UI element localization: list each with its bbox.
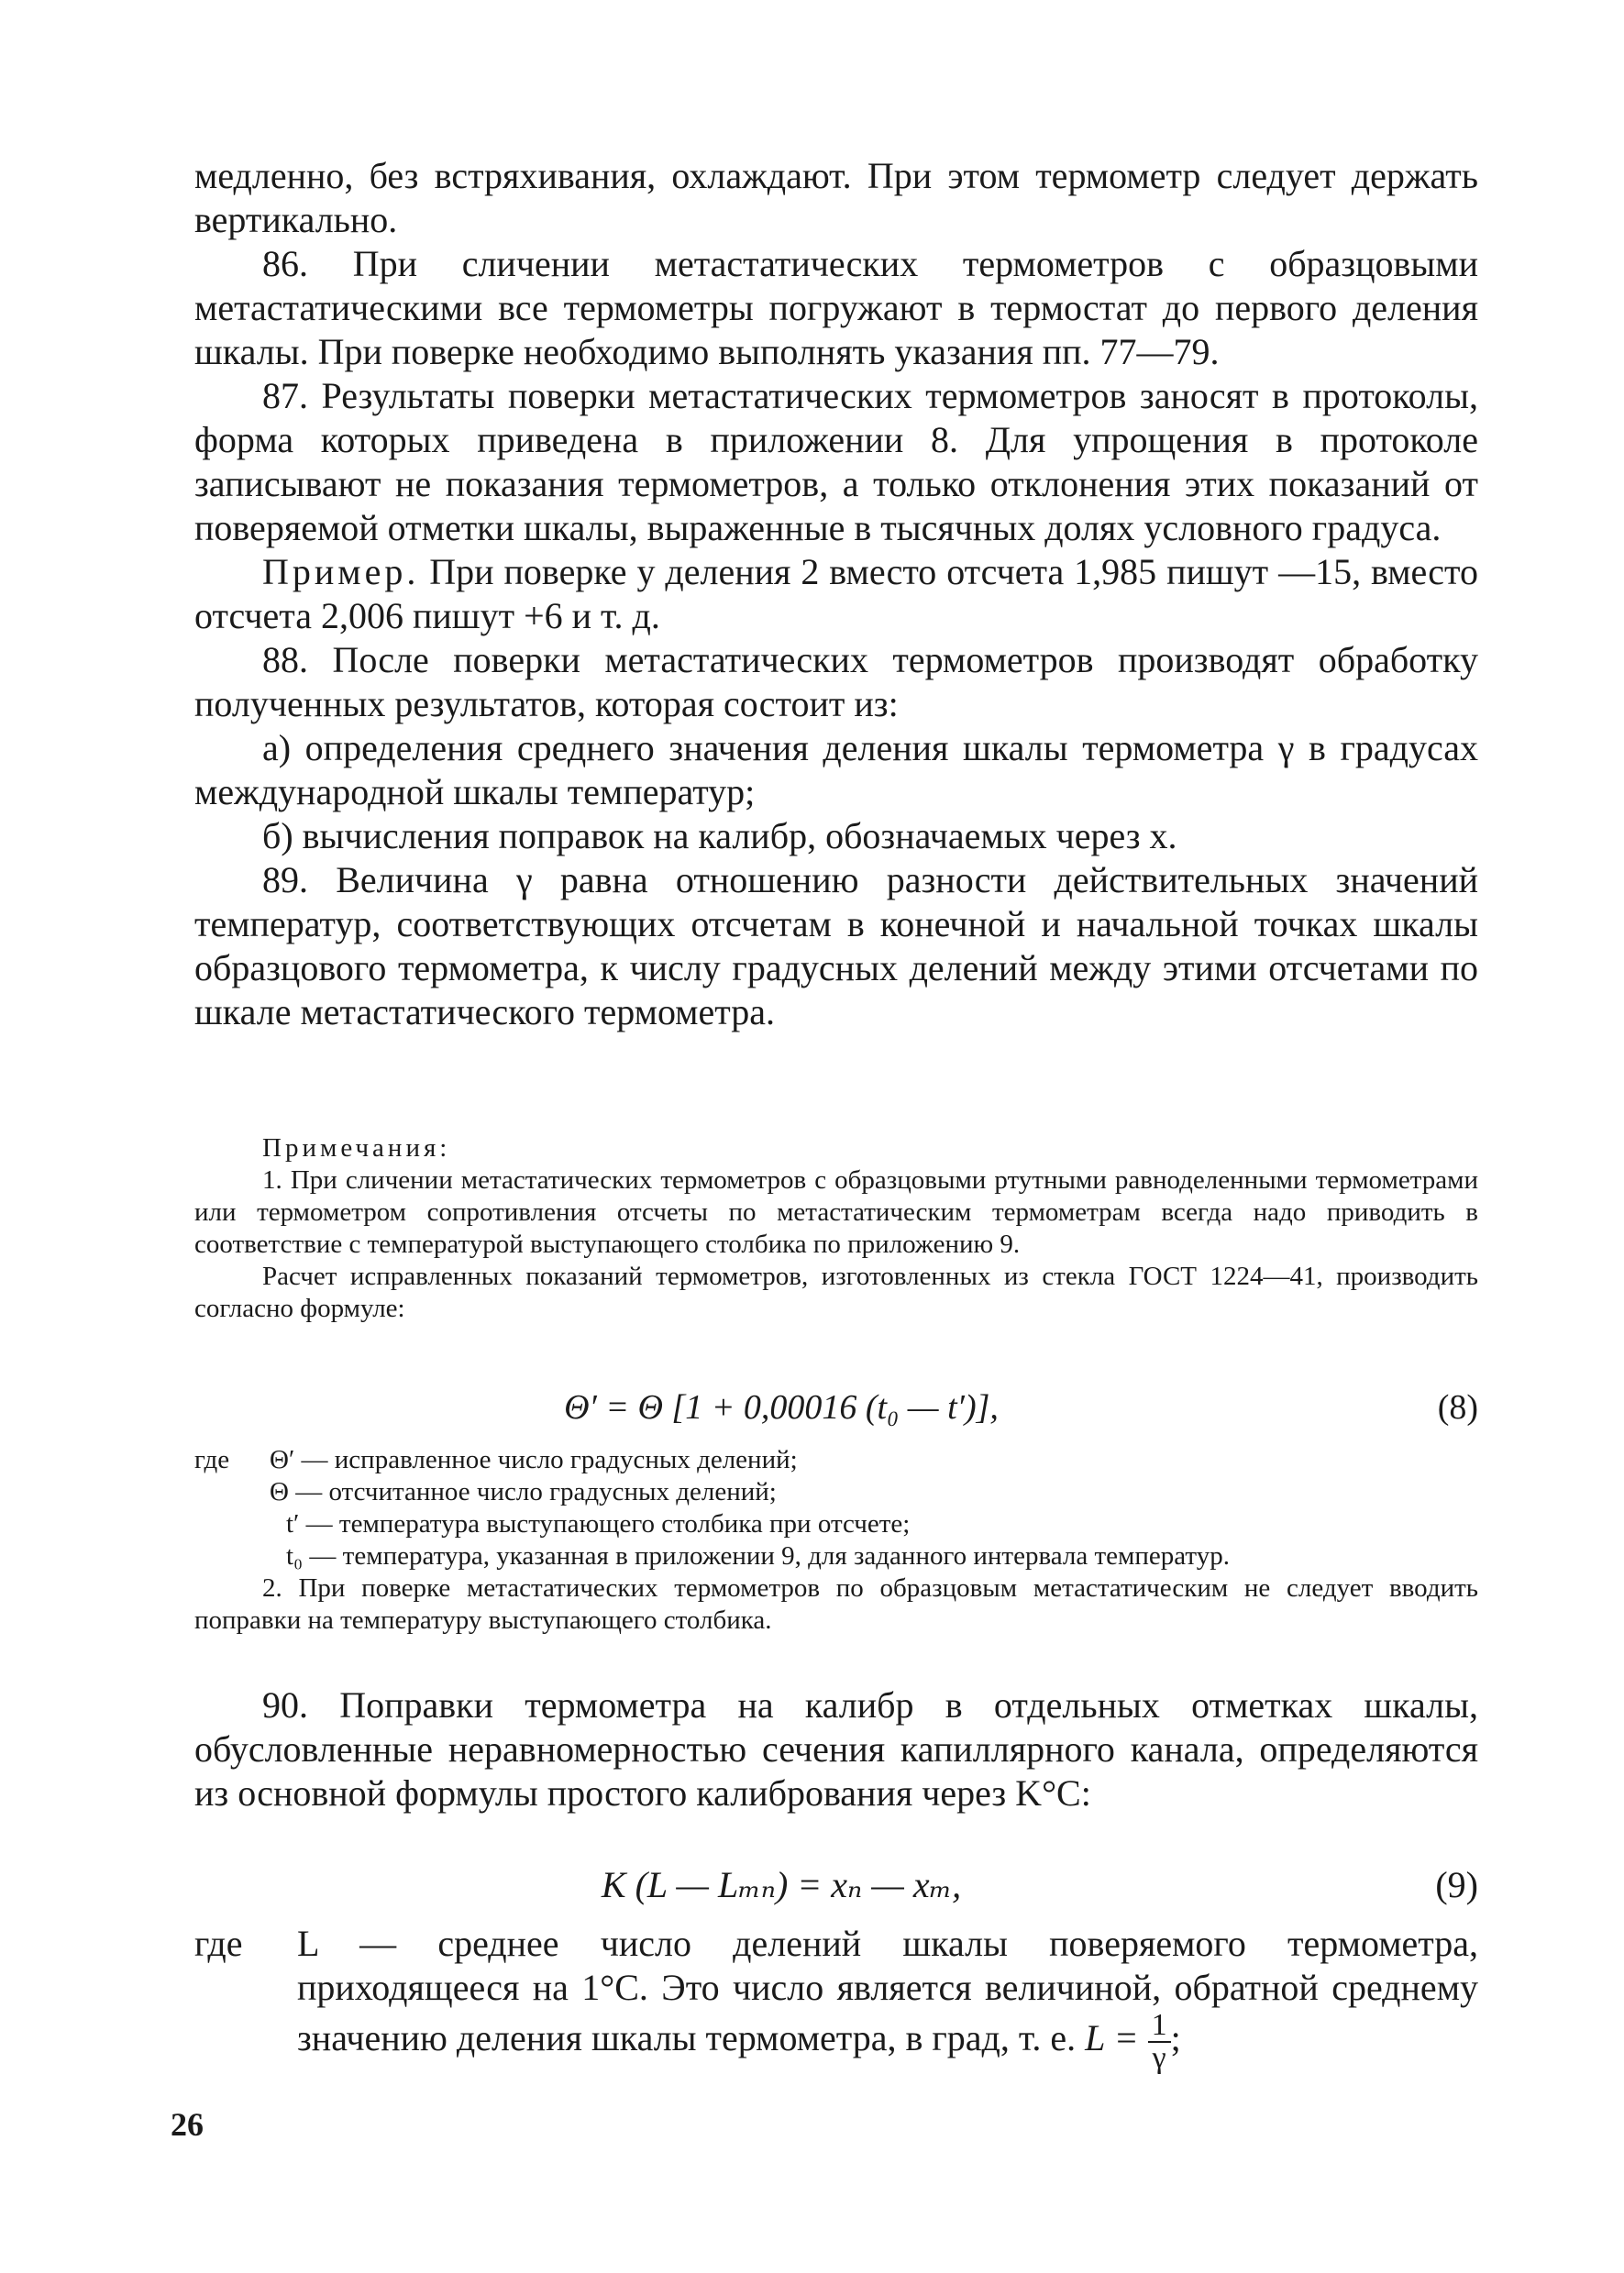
fraction-one-over-gamma xyxy=(1148,2010,1171,2074)
paragraph-86: 86. При сличении метастатических термометров с образцовыми метастатическими все термометры погружают в термостат до первого деления шкалы. При поверке необходимо выполнять указания пп. 77—79. xyxy=(194,243,1478,372)
formula-8: Θ′ = Θ [1 + 0,00016 (t₀ — t′)], xyxy=(564,1388,999,1427)
note-calc: Расчет исправленных показаний термометров, изготовленных из стекла ГОСТ 1224—41, производить согласно формуле: xyxy=(194,1262,1478,1323)
formula-8-number: (8) xyxy=(1437,1388,1478,1427)
paragraph-87: 87. Результаты поверки метастатических термометров заносят в протоколы, форма которых приведена в приложении 8. Для упрощения в протоколе записывают не показания термометров, а только отклонения этих показаний от поверяемой отметки шкалы, выраженные в тысячных долях условного градуса. xyxy=(194,375,1478,548)
formula-8-row xyxy=(194,1380,1478,1435)
paragraph-88: 88. После поверки метастатических термометров производят обработку полученных результатов, которая состоит из: xyxy=(194,639,1478,724)
page-number: 26 xyxy=(171,2106,204,2143)
def-L-eq: L = xyxy=(1085,2017,1139,2059)
def-theta-prime: Θ′ — исправленное число градусных делений; xyxy=(270,1445,798,1474)
fraction-denominator: γ xyxy=(1152,2041,1166,2075)
example-label: Пример. xyxy=(262,551,420,592)
def-t-prime: t′ — температура выступающего столбика при отсчете; xyxy=(286,1509,911,1539)
def-L-text: L — среднее число делений шкалы поверяемого термометра, приходящееся на 1°C. Это число является величиной, обратной среднему значению деления шкалы термометра, в град, т. е. xyxy=(297,1923,1478,2059)
def-theta: Θ — отсчитанное число градусных делений; xyxy=(270,1477,777,1506)
formula-9-definitions xyxy=(194,1922,1478,2074)
note-2: 2. При поверке метастатических термометров по образцовым метастатическим не следует вводить поправки на температуру выступающего столбика. xyxy=(194,1573,1478,1635)
paragraph-example xyxy=(194,550,1478,638)
paragraph-intro: медленно, без встряхивания, охлаждают. При этом термометр следует держать вертикально. xyxy=(194,155,1478,240)
where-label-9: где xyxy=(194,1923,243,1964)
formula-9-row xyxy=(194,1857,1478,1912)
section-main-top xyxy=(194,154,1478,1034)
formula-8-definitions xyxy=(194,1444,1478,1637)
where-row-9 xyxy=(194,1922,1478,2074)
formula-9: K (L — Lₘₙ) = xₙ — xₘ, xyxy=(601,1863,962,1905)
where-row-8 xyxy=(194,1444,1478,1476)
def-L-end: ; xyxy=(1170,2017,1181,2059)
fraction-numerator: 1 xyxy=(1148,2010,1171,2043)
note-1: 1. При сличении метастатических термометров с образцовыми ртутными равноделенными термометрами или термометром сопротивления отсчеты по метастатическим термометрам всегда надо приводить в соответствие с температурой выступающего столбика по приложению 9. xyxy=(194,1165,1478,1259)
def-t0: t₀ — температура, указанная в приложении 9, для заданного интервала температур. xyxy=(286,1541,1230,1571)
paragraph-88a: а) определения среднего значения деления шкалы термометра γ в градусах международной шкалы температур; xyxy=(194,727,1478,812)
section-90 xyxy=(194,1683,1478,1815)
notes-heading: Примечания: xyxy=(262,1133,451,1163)
example-text: При поверке у деления 2 вместо отсчета 1,985 пишут —15, вместо отсчета 2,006 пишут +6 и т. д. xyxy=(194,551,1478,636)
paragraph-90: 90. Поправки термометра на калибр в отдельных отметках шкалы, обусловленные неравномерностью сечения капиллярного канала, определяются из основной формулы простого калибрования через K°C: xyxy=(194,1684,1478,1814)
paragraph-89: 89. Величина γ равна отношению разности действительных значений температур, соответствующих отсчетам в конечной и начальной точках шкалы образцового термометра, к числу градусных делений между этими отсчетами по шкале метастатического термометра. xyxy=(194,859,1478,1032)
where-label-8: где xyxy=(194,1445,230,1474)
def-L xyxy=(297,1922,1478,2074)
formula-9-number: (9) xyxy=(1435,1863,1478,1905)
section-notes xyxy=(194,1132,1478,1325)
paragraph-88b: б) вычисления поправок на калибр, обозначаемых через x. xyxy=(262,815,1177,856)
